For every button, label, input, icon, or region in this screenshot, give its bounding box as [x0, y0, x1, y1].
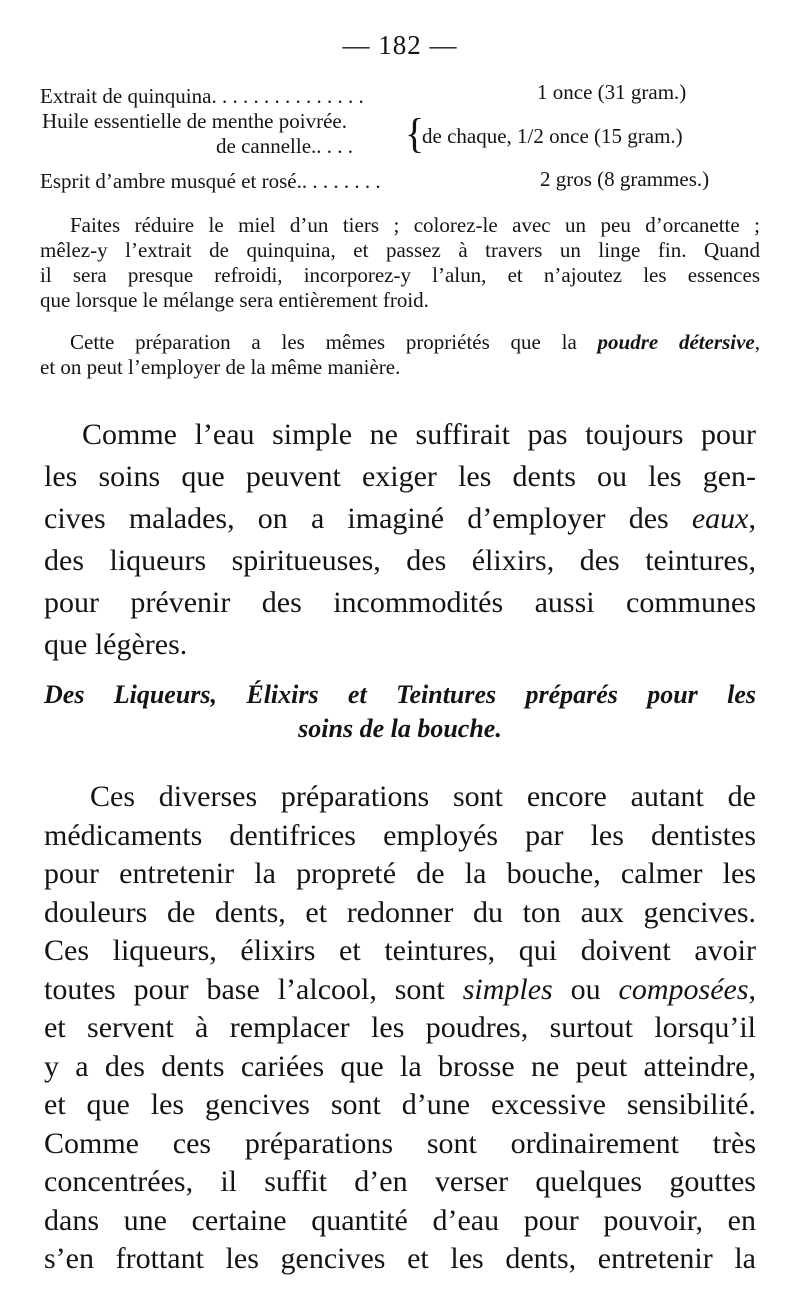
text-line: médicaments dentifrices employés par les dentistes — [44, 818, 756, 852]
ingredient-quantity: 1 once (31 gram.) — [537, 80, 687, 104]
text-line: Faites réduire le miel d’un tiers ; colorez-le avec un peu d’orcanette ; — [70, 213, 760, 237]
text-run: , — [754, 330, 760, 354]
intro-paragraph — [44, 414, 756, 666]
ingredient-name: Extrait de quinquina. . . . . . . . . . . . . . . — [40, 84, 364, 108]
text-line — [40, 330, 760, 355]
instructions-paragraph — [40, 213, 760, 313]
text-line: Comme ces préparations sont ordinairement très — [44, 1126, 756, 1160]
heading-line: Des Liqueurs, Élixirs et Teintures préparés pour les — [44, 680, 756, 709]
text-line: que légères. — [44, 628, 188, 661]
grouping-brace: { — [405, 109, 425, 158]
text-line: et servent à remplacer les poudres, surtout lorsqu’il — [44, 1011, 756, 1044]
emphasis: composées — [618, 972, 749, 1006]
text-line: dans une certaine quantité d’eau pour pouvoir, en — [44, 1203, 756, 1237]
text-line — [44, 498, 756, 540]
emphasis: eaux — [691, 502, 749, 535]
text-line: douleurs de dents, et redonner du ton aux gencives. — [44, 895, 756, 929]
text-line: pour prévenir des incommodités aussi communes — [44, 586, 756, 619]
text-line: et on peut l’employer de la même manière. — [40, 355, 401, 379]
heading-line: soins de la bouche. — [298, 714, 502, 743]
text-run: ou — [552, 972, 619, 1006]
text-line: que lorsque le mélange sera entièrement froid. — [40, 288, 429, 312]
text-line: y a des dents cariées que la brosse ne peut atteindre, — [44, 1049, 756, 1083]
text-line — [44, 971, 756, 1010]
page-number: — 182 — — [342, 30, 458, 60]
ingredient-quantity: 2 gros (8 grammes.) — [540, 167, 710, 191]
ingredient-name: Esprit d’ambre musqué et rosé.. . . . . . . . — [40, 169, 381, 193]
text-run: toutes pour base l’alcool, sont — [44, 972, 463, 1006]
text-line: mêlez-y l’extrait de quinquina, et passez à travers un linge fin. Quand — [40, 238, 760, 262]
text-run: Cette préparation a les mêmes propriétés que la — [70, 330, 598, 354]
text-run: , — [748, 972, 757, 1006]
ingredient-name: Huile essentielle de menthe poivrée. — [42, 109, 347, 133]
text-line: les soins que peuvent exiger les dents ou les gen- — [44, 460, 756, 493]
text-line: s’en frottant les gencives et les dents, entretenir la — [44, 1242, 756, 1275]
text-line: Comme l’eau simple ne suffirait pas toujours pour — [82, 418, 756, 451]
text-line: concentrées, il suffit d’en verser quelques gouttes — [44, 1165, 756, 1198]
text-line: il sera presque refroidi, incorporez-y l’alun, et n’ajoutez les essences — [40, 263, 760, 287]
ingredient-name: de cannelle.. . . . — [216, 134, 354, 158]
emphasis: poudre détersive — [597, 330, 755, 354]
section-heading — [44, 678, 756, 746]
text-run: cives malades, on a imaginé d’employer des — [44, 502, 692, 535]
text-line: Ces liqueurs, élixirs et teintures, qui doivent avoir — [44, 934, 756, 967]
text-line: et que les gencives sont d’une excessive sensibilité. — [44, 1088, 756, 1121]
text-line: pour entretenir la propreté de la bouche, calmer les — [44, 857, 756, 890]
text-line: des liqueurs spiritueuses, des élixirs, des teintures, — [44, 544, 756, 577]
properties-note — [40, 330, 760, 380]
emphasis: simples — [462, 972, 553, 1006]
shared-quantity: de chaque, 1/2 once (15 gram.) — [422, 124, 683, 148]
text-line: Ces diverses préparations sont encore autant de — [90, 780, 756, 813]
text-run: , — [748, 502, 756, 535]
body-paragraph — [44, 778, 756, 1279]
